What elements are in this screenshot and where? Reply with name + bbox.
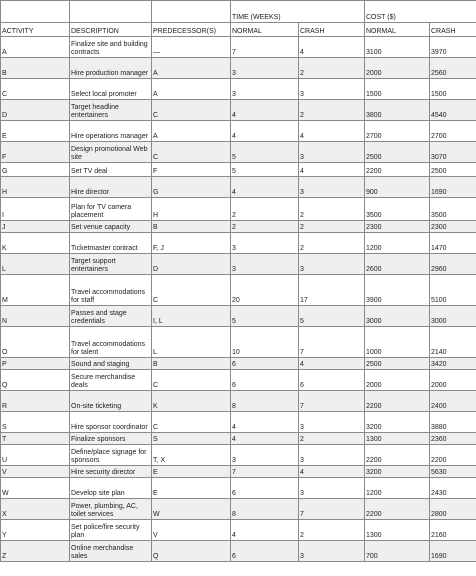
cell-time-normal: 2 xyxy=(231,198,299,221)
cell-description: Hire production manager xyxy=(70,58,152,79)
cell-cost-normal: 1300 xyxy=(365,433,430,445)
table-row xyxy=(1,79,476,100)
cell-time-normal: 4 xyxy=(231,433,299,445)
cell-cost-normal: 700 xyxy=(365,541,430,562)
cell-predecessors: V xyxy=(152,520,231,541)
cell-time-normal: 3 xyxy=(231,58,299,79)
cell-cost-crash: 2800 xyxy=(430,499,476,520)
cell-time-crash: 7 xyxy=(299,391,365,412)
cell-predecessors: W xyxy=(152,499,231,520)
column-header-cost-crash: CRASH xyxy=(430,23,476,37)
cell-activity: Q xyxy=(1,370,70,391)
cell-predecessors: H xyxy=(152,198,231,221)
cell-description: Hire director xyxy=(70,177,152,198)
cell-cost-crash: 2400 xyxy=(430,391,476,412)
cell-cost-normal: 3800 xyxy=(365,100,430,121)
cell-cost-crash: 2160 xyxy=(430,520,476,541)
cell-cost-crash: 1500 xyxy=(430,79,476,100)
cell-activity: Z xyxy=(1,541,70,562)
cell-cost-crash: 2700 xyxy=(430,121,476,142)
cell-time-crash: 3 xyxy=(299,541,365,562)
cell-time-crash: 3 xyxy=(299,445,365,466)
cell-cost-crash: 1690 xyxy=(430,541,476,562)
cell-activity: P xyxy=(1,358,70,370)
cell-cost-crash: 2200 xyxy=(430,445,476,466)
cell-cost-normal: 3500 xyxy=(365,198,430,221)
table-row xyxy=(1,306,476,327)
cell-time-crash: 2 xyxy=(299,233,365,254)
table-row xyxy=(1,221,476,233)
cell-predecessors: I, L xyxy=(152,306,231,327)
cell-time-normal: 5 xyxy=(231,306,299,327)
cell-cost-crash: 3000 xyxy=(430,306,476,327)
cell-time-normal: 6 xyxy=(231,370,299,391)
cell-time-crash: 4 xyxy=(299,163,365,177)
cell-cost-crash: 5630 xyxy=(430,466,476,478)
cell-time-crash: 3 xyxy=(299,79,365,100)
cell-cost-normal: 2500 xyxy=(365,358,430,370)
cell-activity: X xyxy=(1,499,70,520)
column-header-cost-normal: NORMAL xyxy=(365,23,430,37)
cell-time-crash: 5 xyxy=(299,306,365,327)
cell-description: Set TV deal xyxy=(70,163,152,177)
cell-time-normal: 20 xyxy=(231,275,299,306)
table-row xyxy=(1,499,476,520)
cell-time-crash: 7 xyxy=(299,499,365,520)
cell-cost-crash: 2560 xyxy=(430,58,476,79)
cell-cost-crash: 2140 xyxy=(430,327,476,358)
table-row xyxy=(1,391,476,412)
cell-time-crash: 2 xyxy=(299,58,365,79)
cell-description: Target headline entertainers xyxy=(70,100,152,121)
cell-activity: I xyxy=(1,198,70,221)
cell-time-crash: 3 xyxy=(299,412,365,433)
table-row xyxy=(1,275,476,306)
cell-cost-normal: 3000 xyxy=(365,306,430,327)
column-header-predecessors: PREDECESSOR(S) xyxy=(152,23,231,37)
cell-cost-normal: 2200 xyxy=(365,163,430,177)
cell-predecessors: B xyxy=(152,221,231,233)
cell-time-crash: 7 xyxy=(299,327,365,358)
cell-description: Define/place signage for sponsors xyxy=(70,445,152,466)
cell-cost-normal: 2200 xyxy=(365,391,430,412)
cell-description: Design promotional Web site xyxy=(70,142,152,163)
cell-description: Finalize sponsors xyxy=(70,433,152,445)
cell-time-crash: 3 xyxy=(299,142,365,163)
cell-predecessors: G xyxy=(152,177,231,198)
cell-time-normal: 10 xyxy=(231,327,299,358)
table-row xyxy=(1,541,476,562)
cell-description: Hire security director xyxy=(70,466,152,478)
cell-description: Sound and staging xyxy=(70,358,152,370)
cell-description: Hire operations manager xyxy=(70,121,152,142)
cell-activity: N xyxy=(1,306,70,327)
cell-activity: H xyxy=(1,177,70,198)
cell-description: Set police/fire security plan xyxy=(70,520,152,541)
header-blank-predecessor xyxy=(152,1,231,23)
cell-time-crash: 2 xyxy=(299,221,365,233)
cell-cost-crash: 1690 xyxy=(430,177,476,198)
cell-predecessors: B xyxy=(152,358,231,370)
cell-time-crash: 4 xyxy=(299,37,365,58)
table-row xyxy=(1,233,476,254)
cell-predecessors: C xyxy=(152,142,231,163)
table-row xyxy=(1,254,476,275)
table-row xyxy=(1,412,476,433)
cell-predecessors: A xyxy=(152,58,231,79)
cell-predecessors: T, X xyxy=(152,445,231,466)
cell-cost-normal: 3100 xyxy=(365,37,430,58)
cell-predecessors: F xyxy=(152,163,231,177)
cell-cost-normal: 1500 xyxy=(365,79,430,100)
cell-activity: V xyxy=(1,466,70,478)
table-row xyxy=(1,520,476,541)
table-row xyxy=(1,121,476,142)
cell-predecessors: A xyxy=(152,121,231,142)
table-row xyxy=(1,100,476,121)
table-row xyxy=(1,370,476,391)
cell-time-normal: 3 xyxy=(231,79,299,100)
header-blank-activity xyxy=(1,1,70,23)
table-row xyxy=(1,58,476,79)
table-row xyxy=(1,163,476,177)
cell-cost-normal: 2200 xyxy=(365,445,430,466)
cell-description: Secure merchandise deals xyxy=(70,370,152,391)
cell-description: Ticketmaster contract xyxy=(70,233,152,254)
cell-description: Power, plumbing, AC, toilet services xyxy=(70,499,152,520)
cell-time-crash: 2 xyxy=(299,433,365,445)
cell-time-normal: 8 xyxy=(231,499,299,520)
cell-description: Target support entertainers xyxy=(70,254,152,275)
cell-activity: R xyxy=(1,391,70,412)
cell-activity: L xyxy=(1,254,70,275)
header-blank-description xyxy=(70,1,152,23)
cell-description: Finalize site and building contracts xyxy=(70,37,152,58)
cell-cost-crash: 2300 xyxy=(430,221,476,233)
cell-time-normal: 4 xyxy=(231,177,299,198)
cell-activity: M xyxy=(1,275,70,306)
cell-cost-normal: 1000 xyxy=(365,327,430,358)
cell-activity: E xyxy=(1,121,70,142)
cell-time-normal: 4 xyxy=(231,121,299,142)
cell-activity: K xyxy=(1,233,70,254)
cell-time-crash: 6 xyxy=(299,370,365,391)
cell-cost-normal: 2700 xyxy=(365,121,430,142)
cell-cost-normal: 2000 xyxy=(365,370,430,391)
cell-description: Passes and stage credentials xyxy=(70,306,152,327)
cell-activity: F xyxy=(1,142,70,163)
cell-time-crash: 3 xyxy=(299,478,365,499)
cell-predecessors: E xyxy=(152,466,231,478)
cell-activity: Y xyxy=(1,520,70,541)
cell-time-crash: 2 xyxy=(299,198,365,221)
cell-description: Select local promoter xyxy=(70,79,152,100)
cell-activity: C xyxy=(1,79,70,100)
cell-cost-normal: 900 xyxy=(365,177,430,198)
cell-description: Plan for TV camera placement xyxy=(70,198,152,221)
cell-activity: G xyxy=(1,163,70,177)
cell-cost-crash: 2430 xyxy=(430,478,476,499)
cell-time-normal: 8 xyxy=(231,391,299,412)
cell-predecessors: A xyxy=(152,79,231,100)
cell-cost-normal: 1200 xyxy=(365,233,430,254)
cell-cost-crash: 1470 xyxy=(430,233,476,254)
cell-cost-crash: 3880 xyxy=(430,412,476,433)
cell-description: Travel accommodations for talent xyxy=(70,327,152,358)
cell-predecessors: E xyxy=(152,478,231,499)
cell-time-crash: 4 xyxy=(299,466,365,478)
cell-time-normal: 7 xyxy=(231,466,299,478)
cell-cost-normal: 3200 xyxy=(365,466,430,478)
cell-time-normal: 3 xyxy=(231,233,299,254)
cell-predecessors: F, J xyxy=(152,233,231,254)
cell-cost-crash: 2500 xyxy=(430,163,476,177)
table-row xyxy=(1,37,476,58)
cell-predecessors: Q xyxy=(152,541,231,562)
cell-cost-normal: 2000 xyxy=(365,58,430,79)
cell-time-crash: 3 xyxy=(299,254,365,275)
cell-predecessors: S xyxy=(152,433,231,445)
cell-cost-crash: 2960 xyxy=(430,254,476,275)
cell-time-crash: 3 xyxy=(299,177,365,198)
cell-time-crash: 2 xyxy=(299,100,365,121)
column-header-activity: ACTIVITY xyxy=(1,23,70,37)
cell-predecessors: C xyxy=(152,275,231,306)
table-row xyxy=(1,445,476,466)
cell-activity: B xyxy=(1,58,70,79)
cell-predecessors: K xyxy=(152,391,231,412)
cell-time-normal: 4 xyxy=(231,520,299,541)
table-row xyxy=(1,358,476,370)
cell-time-normal: 5 xyxy=(231,163,299,177)
cell-description: Online merchandise sales xyxy=(70,541,152,562)
cell-time-crash: 2 xyxy=(299,520,365,541)
cell-time-normal: 3 xyxy=(231,254,299,275)
cell-activity: T xyxy=(1,433,70,445)
cell-cost-normal: 2600 xyxy=(365,254,430,275)
cell-time-crash: 17 xyxy=(299,275,365,306)
cell-time-crash: 4 xyxy=(299,121,365,142)
cell-cost-normal: 3200 xyxy=(365,412,430,433)
table-row xyxy=(1,327,476,358)
cell-predecessors: C xyxy=(152,412,231,433)
cell-description: On-site ticketing xyxy=(70,391,152,412)
cell-time-normal: 4 xyxy=(231,412,299,433)
cell-cost-crash: 3420 xyxy=(430,358,476,370)
cell-cost-normal: 2200 xyxy=(365,499,430,520)
cell-cost-crash: 2360 xyxy=(430,433,476,445)
cell-cost-normal: 3900 xyxy=(365,275,430,306)
cell-cost-crash: 3070 xyxy=(430,142,476,163)
column-header-time-normal: NORMAL xyxy=(231,23,299,37)
cell-cost-crash: 3500 xyxy=(430,198,476,221)
cell-predecessors: — xyxy=(152,37,231,58)
cell-description: Set venue capacity xyxy=(70,221,152,233)
table-row xyxy=(1,142,476,163)
cell-time-normal: 6 xyxy=(231,541,299,562)
cell-cost-normal: 2500 xyxy=(365,142,430,163)
header-time-weeks: TIME (WEEKS) xyxy=(231,1,365,23)
table-row xyxy=(1,198,476,221)
cell-time-normal: 6 xyxy=(231,358,299,370)
cell-time-normal: 4 xyxy=(231,100,299,121)
cell-cost-normal: 1200 xyxy=(365,478,430,499)
cell-predecessors: D xyxy=(152,254,231,275)
cell-cost-normal: 1300 xyxy=(365,520,430,541)
cell-cost-normal: 2300 xyxy=(365,221,430,233)
cell-activity: D xyxy=(1,100,70,121)
cell-cost-crash: 2000 xyxy=(430,370,476,391)
cell-activity: O xyxy=(1,327,70,358)
cell-time-normal: 3 xyxy=(231,445,299,466)
cell-time-normal: 5 xyxy=(231,142,299,163)
cell-description: Hire sponsor coordinator xyxy=(70,412,152,433)
cell-description: Develop site plan xyxy=(70,478,152,499)
cell-activity: S xyxy=(1,412,70,433)
cell-cost-crash: 4540 xyxy=(430,100,476,121)
column-header-time-crash: CRASH xyxy=(299,23,365,37)
cell-time-normal: 7 xyxy=(231,37,299,58)
cell-predecessors: C xyxy=(152,100,231,121)
cell-activity: J xyxy=(1,221,70,233)
cell-description: Travel accommodations for staff xyxy=(70,275,152,306)
table-body xyxy=(1,37,476,562)
cell-time-normal: 2 xyxy=(231,221,299,233)
cell-predecessors: L xyxy=(152,327,231,358)
column-header-description: DESCRIPTION xyxy=(70,23,152,37)
table-row xyxy=(1,177,476,198)
cell-activity: W xyxy=(1,478,70,499)
cell-time-normal: 6 xyxy=(231,478,299,499)
header-cost: COST ($) xyxy=(365,1,476,23)
cell-predecessors: C xyxy=(152,370,231,391)
cell-activity: U xyxy=(1,445,70,466)
cell-cost-crash: 5100 xyxy=(430,275,476,306)
cell-cost-crash: 3970 xyxy=(430,37,476,58)
cell-time-crash: 4 xyxy=(299,358,365,370)
table-row xyxy=(1,478,476,499)
table-row xyxy=(1,466,476,478)
table-row xyxy=(1,433,476,445)
cell-activity: A xyxy=(1,37,70,58)
